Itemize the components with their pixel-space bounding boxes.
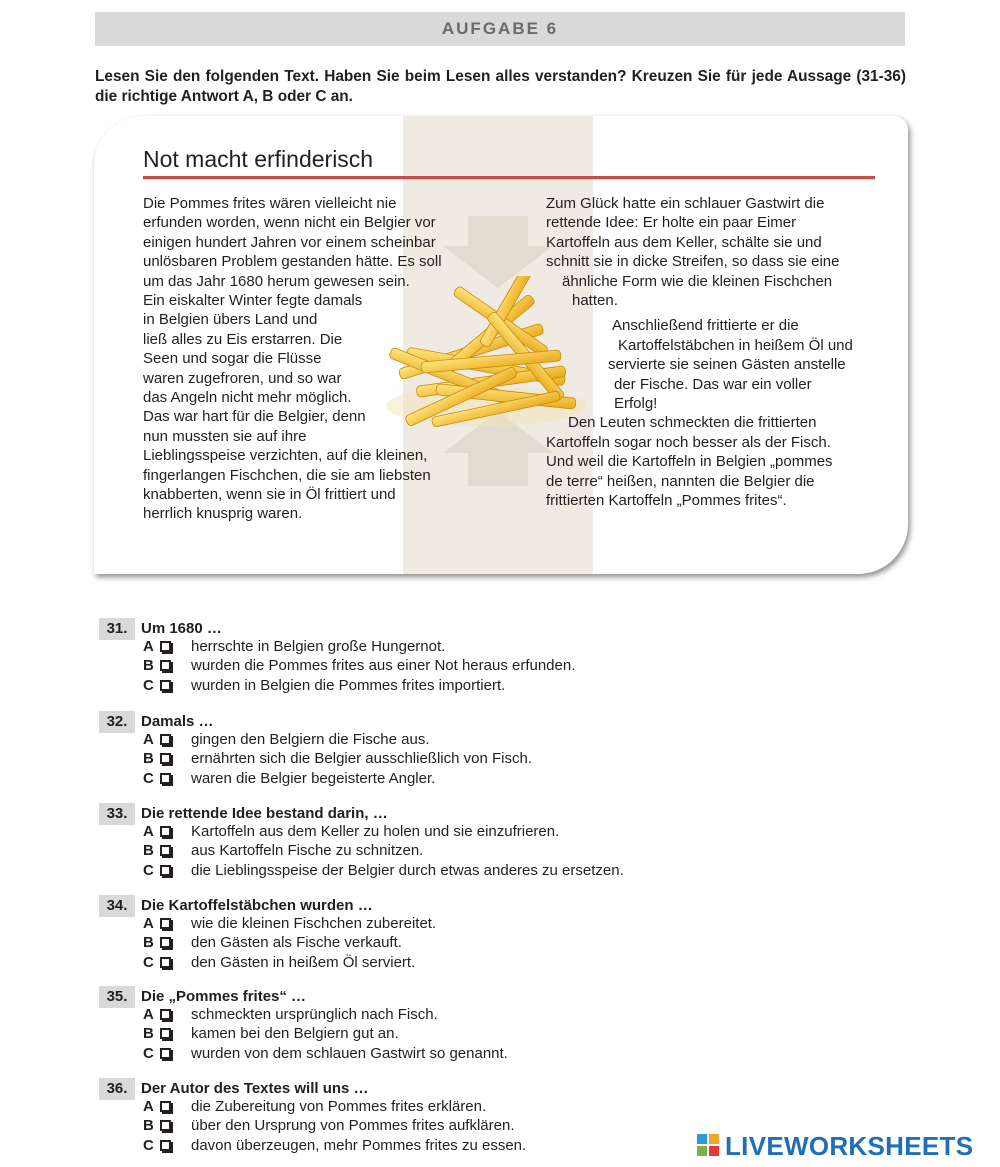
article-left-line: herrlich knusprig waren. [143, 505, 303, 523]
option-text: Kartoffeln aus dem Keller zu holen und sie einzufrieren. [191, 823, 560, 840]
option-letter: C [143, 676, 154, 694]
checkbox-icon[interactable] [160, 680, 171, 691]
article-left-line: einigen hundert Jahren vor einem scheinbar [143, 233, 436, 251]
article-left-line: in Belgien übers Land und [143, 311, 318, 329]
question-number: 33. [99, 803, 135, 825]
article-right-line: Kartoffelstäbchen in heißem Öl und [618, 336, 853, 354]
task-header [95, 12, 905, 46]
article-title: Not macht erfinderisch [143, 146, 374, 172]
article-right-line: rettende Idee: Er holte ein paar Eimer [546, 214, 797, 232]
option-text: wurden die Pommes frites aus einer Not heraus erfunden. [191, 657, 576, 675]
question-stem: Damals … [141, 713, 214, 730]
option-text: aus Kartoffeln Fische zu schnitzen. [191, 842, 424, 860]
article-right-line: Kartoffeln sogar noch besser als der Fisch. [546, 433, 831, 451]
article-left-line: knabberten, wenn sie in Öl frittiert und [143, 486, 396, 503]
question-number: 31. [99, 618, 135, 640]
liveworksheets-logo-icon [697, 1134, 721, 1158]
option-letter: C [143, 1044, 154, 1062]
checkbox-icon[interactable] [160, 1048, 171, 1059]
option-text: waren die Belgier begeisterte Angler. [191, 769, 436, 787]
question-number: 36. [99, 1078, 135, 1100]
article-right-line: Zum Glück hatte ein schlauer Gastwirt die [546, 195, 825, 212]
option-letter: A [143, 1006, 154, 1023]
checkbox-icon[interactable] [160, 1028, 171, 1039]
watermark-text: LIVEWORKSHEETS [725, 1130, 974, 1161]
article-right-line: hatten. [572, 292, 618, 309]
article-left-line: waren zugefroren, und so war [143, 369, 342, 387]
article-right-line: schnitt sie in dicke Streifen, so dass sie eine [546, 253, 840, 271]
article-right-line: Und weil die Kartoffeln in Belgien „pommes [546, 453, 833, 471]
question-number: 32. [99, 711, 135, 733]
article-left-line: Lieblingsspeise verzichten, auf die kleinen, [143, 447, 428, 465]
option-letter: C [143, 769, 154, 787]
option-letter: C [143, 953, 154, 971]
option-letter: B [143, 657, 154, 675]
article-right-line: frittierten Kartoffeln „Pommes frites“. [546, 492, 787, 509]
option-letter: A [143, 915, 154, 932]
checkbox-icon[interactable] [160, 826, 171, 837]
option-text: die Lieblingsspeise der Belgier durch etwas anderes zu ersetzen. [191, 861, 624, 879]
article-left-line: erfunden worden, wenn nicht ein Belgier vor [143, 214, 436, 232]
option-text: schmeckten ursprünglich nach Fisch. [191, 1006, 438, 1023]
option-letter: A [143, 823, 154, 840]
question-stem: Die rettende Idee bestand darin, … [141, 805, 388, 822]
checkbox-icon[interactable] [160, 957, 171, 968]
option-text: kamen bei den Belgiern gut an. [191, 1025, 399, 1043]
article-right-line: servierte sie seinen Gästen anstelle [608, 356, 846, 374]
article-right-line: der Fische. Das war ein voller [614, 375, 812, 393]
task-title: AUFGABE 6 [441, 19, 559, 38]
option-letter: B [143, 934, 154, 952]
option-text: den Gästen in heißem Öl serviert. [191, 953, 416, 971]
article-left-line: Die Pommes frites wären vielleicht nie [143, 195, 397, 212]
title-underline [143, 176, 875, 179]
option-text: davon überzeugen, mehr Pommes frites zu essen. [191, 1136, 527, 1154]
article-right-line: Erfolg! [614, 395, 658, 412]
article-left-line: Seen und sogar die Flüsse [143, 350, 322, 368]
option-letter: B [143, 750, 154, 768]
article-left-line: Das war hart für die Belgier, denn [143, 408, 366, 426]
french-fries-image [376, 276, 596, 436]
option-letter: B [143, 1117, 154, 1135]
option-text: den Gästen als Fische verkauft. [191, 934, 402, 952]
option-letter: B [143, 1025, 154, 1043]
question-stem: Die Kartoffelstäbchen wurden … [141, 897, 373, 914]
question-number: 35. [99, 986, 135, 1008]
article-card [94, 116, 908, 574]
article-left-line: fingerlangen Fischchen, die sie am liebsten [143, 466, 431, 484]
article-left-line: unlösbaren Problem gestanden hätte. Es soll [143, 253, 442, 271]
question-stem: Der Autor des Textes will uns … [141, 1080, 369, 1097]
checkbox-icon[interactable] [160, 1120, 171, 1131]
checkbox-icon[interactable] [160, 1009, 171, 1020]
option-text: die Zubereitung von Pommes frites erklären. [191, 1098, 487, 1115]
option-text: über den Ursprung von Pommes frites aufklären. [191, 1117, 515, 1135]
article-left-line: ließ alles zu Eis erstarren. Die [143, 330, 343, 348]
question-number: 34. [99, 895, 135, 917]
checkbox-icon[interactable] [160, 937, 171, 948]
article-left-line: nun mussten sie auf ihre [143, 427, 307, 445]
article-right-line: de terre“ heißen, nannten die Belgier die [546, 472, 815, 490]
article-right-line: Anschließend frittierte er die [612, 317, 799, 335]
option-letter: A [143, 638, 154, 655]
liveworksheets-watermark [697, 1131, 973, 1161]
article-left-line: Ein eiskalter Winter fegte damals [143, 292, 363, 309]
checkbox-icon[interactable] [160, 1140, 171, 1151]
checkbox-icon[interactable] [160, 1101, 171, 1112]
checkbox-icon[interactable] [160, 641, 171, 652]
option-letter: C [143, 1136, 154, 1154]
question-stem: Die „Pommes frites“ … [141, 988, 307, 1005]
checkbox-icon[interactable] [160, 918, 171, 929]
article-left-line: um das Jahr 1680 herum gewesen sein. [143, 272, 410, 290]
option-letter: A [143, 731, 154, 748]
article-right-line: ähnliche Form wie die kleinen Fischchen [562, 272, 833, 290]
option-letter: C [143, 861, 154, 879]
checkbox-icon[interactable] [160, 865, 171, 876]
option-letter: B [143, 842, 154, 860]
checkbox-icon[interactable] [160, 660, 171, 671]
instruction-text: Lesen Sie den folgenden Text. Haben Sie beim Lesen alles verstanden? Kreuzen Sie für jede Aussage (31-36) die richtige Antwort A, B oder C an. [95, 68, 906, 105]
option-text: herrschte in Belgien große Hungernot. [191, 638, 446, 655]
option-text: gingen den Belgiern die Fische aus. [191, 731, 430, 748]
question-stem: Um 1680 … [141, 620, 222, 637]
option-letter: A [143, 1098, 154, 1115]
option-text: wie die kleinen Fischchen zubereitet. [191, 915, 437, 932]
article-left-line: das Angeln nicht mehr möglich. [143, 389, 352, 406]
option-text: wurden von dem schlauen Gastwirt so genannt. [191, 1044, 508, 1062]
checkbox-icon[interactable] [160, 753, 171, 764]
checkbox-icon[interactable] [160, 734, 171, 745]
checkbox-icon[interactable] [160, 845, 171, 856]
checkbox-icon[interactable] [160, 773, 171, 784]
article-right-line: Den Leuten schmeckten die frittierten [568, 414, 817, 432]
option-text: ernährten sich die Belgier ausschließlich von Fisch. [191, 750, 532, 768]
option-text: wurden in Belgien die Pommes frites importiert. [191, 676, 506, 694]
article-right-line: Kartoffeln aus dem Keller, schälte sie und [546, 233, 822, 251]
